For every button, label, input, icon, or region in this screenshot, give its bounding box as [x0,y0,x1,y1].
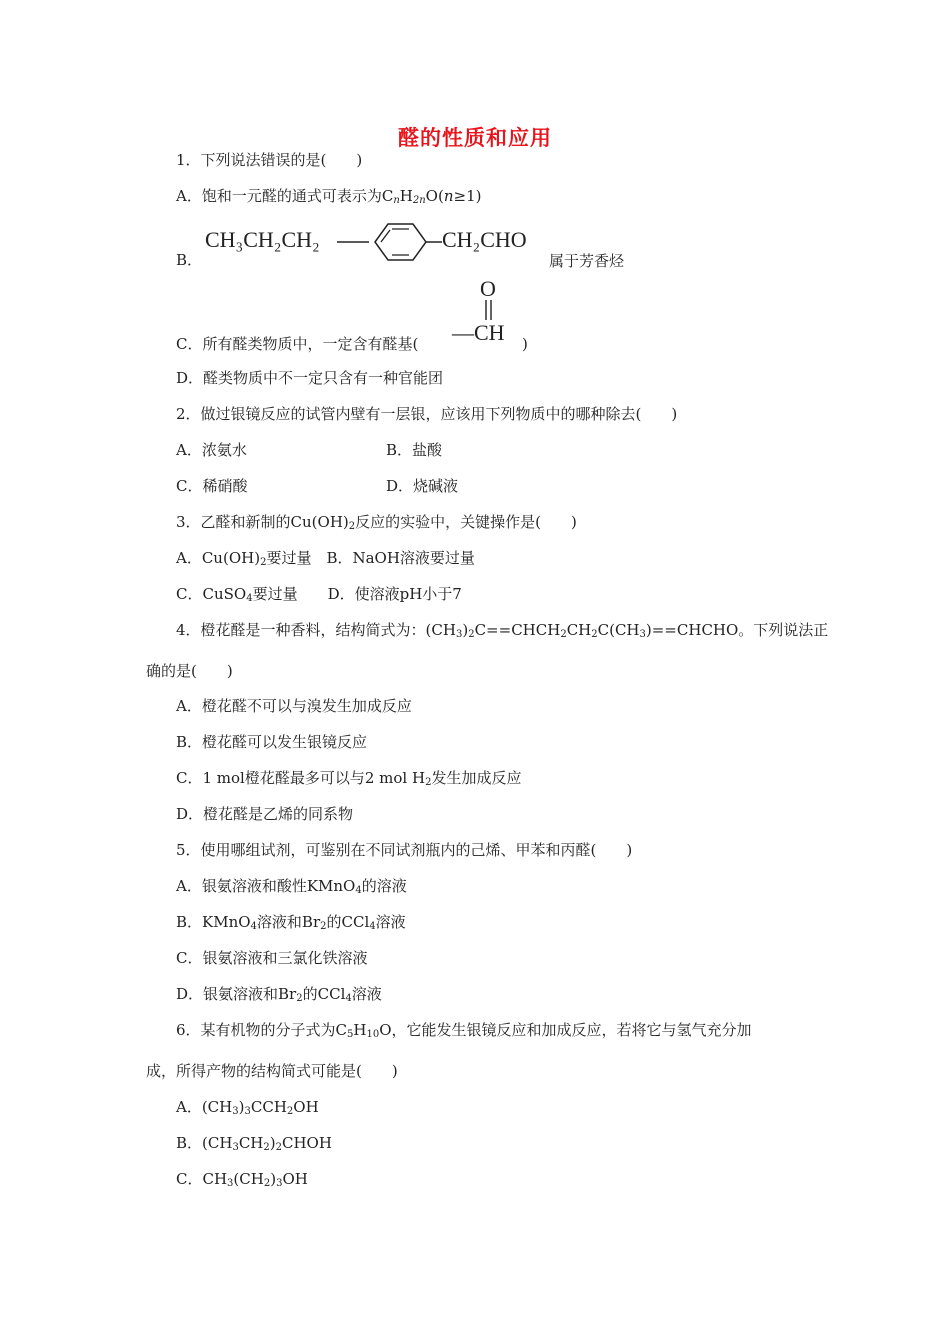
q1-stem: 1．下列说法错误的是( ) [176,151,363,169]
q1-option-a: A．饱和一元醛的通式可表示为$C_nH_{2n}O(n\ge 1)$ [176,187,482,206]
q5-option-b: B．KMnO$_4$溶液和$Br_2$的CCl$_4$溶液 [176,913,406,932]
q1-option-b-structure [205,222,545,262]
q4-option-b: B．橙花醛可以发生银镜反应 [176,733,368,751]
q4-option-a: A．橙花醛不可以与溴发生加成反应 [176,697,412,715]
q5-option-c: C．银氨溶液和三氯化铁溶液 [176,949,368,967]
q2-stem: 2．做过银镜反应的试管内壁有一层银，应该用下列物质中的哪种除去( ) [176,405,678,423]
q1-option-d: D．醛类物质中不一定只含有一种官能团 [176,369,444,387]
double-bond-icon [479,300,499,322]
q5-option-d: D．银氨溶液和$Br_2$的CCl$_4$溶液 [176,985,382,1004]
propyl-group-text: CH₃CH₂CH₂ [205,227,320,252]
q2-option-c: C．稀硝酸 [176,477,248,495]
q4-option-c: C．1 mol橙花醛最多可以与2 mol $H_2$发生加成反应 [176,769,522,788]
benzene-ring-icon [337,222,442,262]
q6-option-b: B．$(CH_3CH_2)_2CHOH$ [176,1134,332,1153]
q4-option-d: D．橙花醛是乙烯的同系物 [176,805,354,823]
q4-stem-line2: 确的是( ) [146,662,233,680]
oxygen-atom-text: O [480,276,496,301]
q5-stem: 5．使用哪组试剂，可鉴别在不同试剂瓶内的己烯、甲苯和丙醛( ) [176,841,633,859]
aldehyde-group-structure [452,276,527,346]
q1-option-b-tail: 属于芳香烃 [549,252,625,270]
q5-option-a: A．银氨溶液和酸性KMnO$_4$的溶液 [176,877,407,896]
q2-option-a: A．浓氨水 [176,441,247,459]
q6-option-a: A．$(CH_3)_3CCH_2OH$ [176,1098,319,1117]
q3-options-ab: A．$Cu(OH)_2$要过量 B．NaOH溶液要过量 [176,549,475,568]
q3-stem: 3．乙醛和新制的$Cu(OH)_2$反应的实验中，关键操作是( ) [176,513,577,532]
page-title: 醛的性质和应用 [398,126,552,150]
q4-stem-line1: 4．橙花醛是一种香料，结构简式为：$(CH_3)_2C==CHCH_2CH_2C(CH_3)==CHCHO$。下列说法正 [176,621,829,640]
ch2cho-group-text: CH₂CHO [442,227,527,252]
q2-option-d: D．烧碱液 [386,477,459,495]
q6-option-c: C．$CH_3(CH_2)_3OH$ [176,1170,308,1189]
q6-stem-line2: 成，所得产物的结构简式可能是( ) [146,1062,398,1080]
q3-options-cd: C．CuSO$_4$要过量 D．使溶液pH小于7 [176,585,462,604]
ch-group-text: —CH [452,320,505,345]
q2-option-b: B．盐酸 [386,441,443,459]
q1-option-c: C．所有醛类物质中，一定含有醛基( [176,335,419,353]
q1-option-c-tail: ) [522,335,528,353]
q1-option-b-label: B． [176,251,203,269]
q6-stem-line1: 6．某有机物的分子式为$C_5H_{10}O$，它能发生银镜反应和加成反应，若将它与氢气充分加 [176,1021,752,1040]
